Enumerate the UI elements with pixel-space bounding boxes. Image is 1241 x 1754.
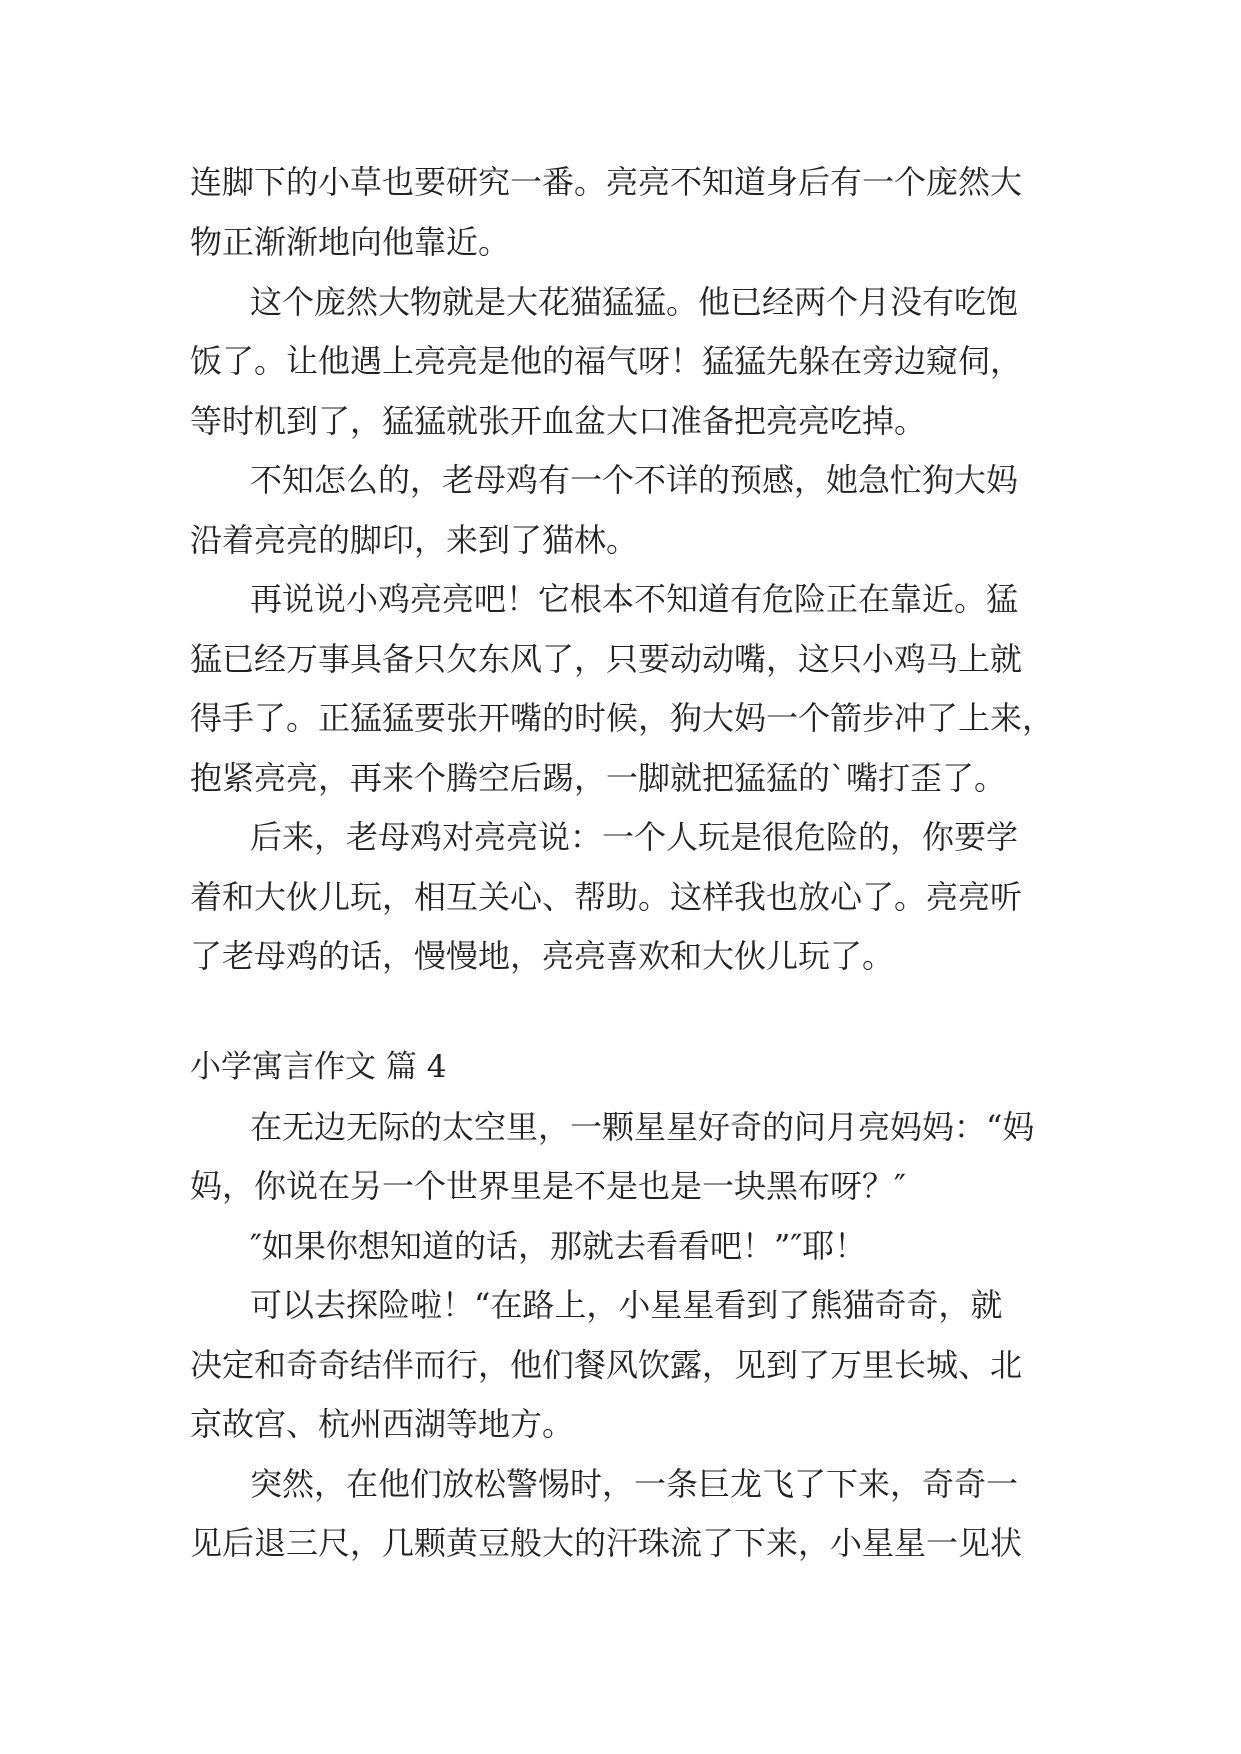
paragraph-line: 沿着亮亮的脚印，来到了猫林。 <box>190 521 639 559</box>
paragraph-line: 等时机到了，猛猛就张开血盆大口准备把亮亮吃掉。 <box>190 402 927 440</box>
paragraph-line: 得手了。正猛猛要张开嘴的时候，狗大妈一个箭步冲了上来， <box>190 699 1055 737</box>
paragraph-line: 决定和奇奇结伴而行，他们餐风饮露，见到了万里长城、北 <box>190 1346 1023 1384</box>
paragraph-line: 不知怎么的，老母鸡有一个不详的预感，她急忙狗大妈 <box>250 461 1019 499</box>
paragraph-line: 猛已经万事具备只欠东风了，只要动动嘴，这只小鸡马上就 <box>190 640 1023 678</box>
paragraph-line: 饭了。让他遇上亮亮是他的福气呀！猛猛先躲在旁边窥伺， <box>190 342 1023 380</box>
paragraph-line: 在无边无际的太空里，一颗星星好奇的问月亮妈妈：“妈 <box>250 1108 1035 1146</box>
paragraph-line: 突然，在他们放松警惕时，一条巨龙飞了下来，奇奇一 <box>250 1465 1019 1503</box>
paragraph-line: 物正渐渐地向他靠近。 <box>190 223 511 261</box>
paragraph-line: 抱紧亮亮，再来个腾空后踢，一脚就把猛猛的`嘴打歪了。 <box>190 759 1007 797</box>
paragraph-line: 后来，老母鸡对亮亮说：一个人玩是很危险的，你要学 <box>250 818 1019 856</box>
paragraph-line: 可以去探险啦！“在路上，小星星看到了熊猫奇奇，就 <box>250 1286 1003 1324</box>
paragraph-line: 这个庞然大物就是大花猫猛猛。他已经两个月没有吃饱 <box>250 283 1019 321</box>
paragraph-line: 连脚下的小草也要研究一番。亮亮不知道身后有一个庞然大 <box>190 163 1023 201</box>
section-heading: 小学寓言作文 篇 4 <box>190 1049 447 1085</box>
paragraph-line: 京故宫、杭州西湖等地方。 <box>190 1405 575 1443</box>
paragraph-line: ″如果你想知道的话，那就去看看吧！”″耶！ <box>250 1227 867 1265</box>
paragraph-line: 了老母鸡的话，慢慢地，亮亮喜欢和大伙儿玩了。 <box>190 937 895 975</box>
paragraph-line: 妈，你说在另一个世界里是不是也是一块黑布呀？″ <box>190 1167 906 1205</box>
paragraph-line: 着和大伙儿玩，相互关心、帮助。这样我也放心了。亮亮听 <box>190 878 1023 916</box>
paragraph-line: 见后退三尺，几颗黄豆般大的汗珠流了下来，小星星一见状 <box>190 1524 1023 1562</box>
paragraph-line: 再说说小鸡亮亮吧！它根本不知道有危险正在靠近。猛 <box>250 580 1019 618</box>
